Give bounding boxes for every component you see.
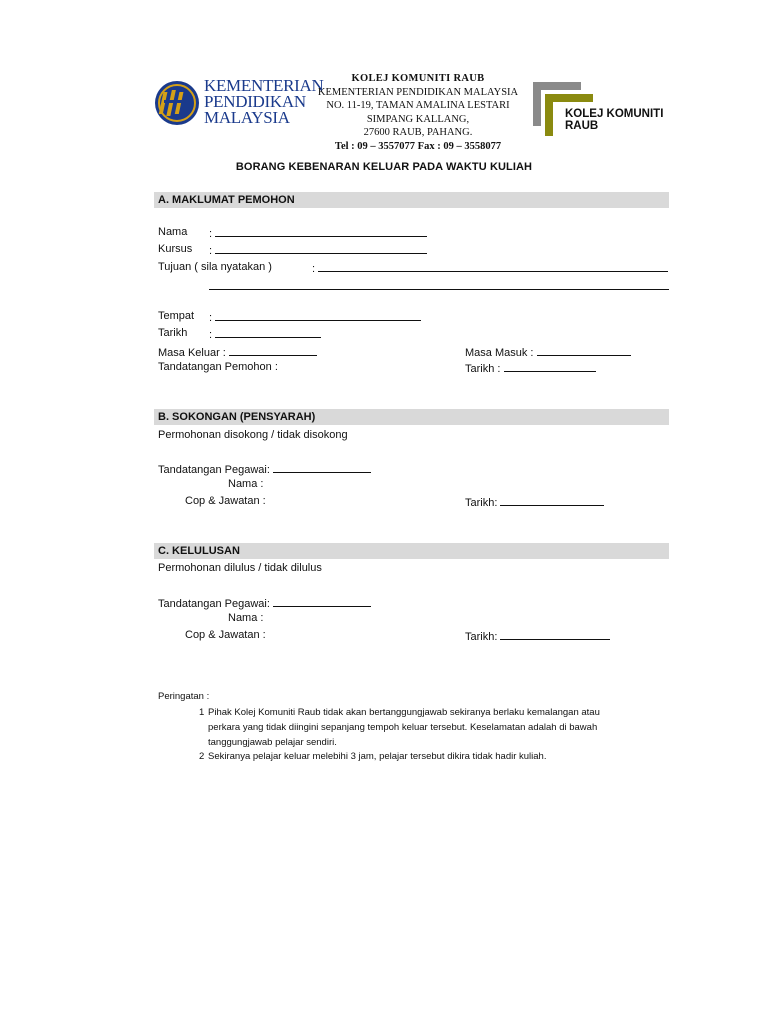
tandatangan-pemohon-label: Tandatangan Pemohon :	[158, 361, 278, 373]
ministry-logo	[154, 76, 324, 130]
sokongan-status: Permohonan disokong / tidak disokong	[158, 429, 348, 441]
nama-pegawai-b-label: Nama :	[228, 478, 264, 490]
note-line: Sekiranya pelajar keluar melebihi 3 jam, pelajar tersebut dikira tidak hadir kuliah.	[208, 751, 547, 762]
address-line: KEMENTERIAN PENDIDIKAN MALAYSIA	[317, 86, 519, 98]
form-title: BORANG KEBENARAN KELUAR PADA WAKTU KULIAH	[235, 161, 533, 173]
tarikh-c-field[interactable]: Tarikh:	[465, 629, 610, 643]
nama-pegawai-c-label: Nama :	[228, 612, 264, 624]
college-logo-text: KOLEJ KOMUNITI RAUB	[565, 108, 664, 132]
address-line: 27600 RAUB, PAHANG.	[363, 127, 473, 139]
tujuan-field-line-2[interactable]	[209, 279, 669, 293]
nama-field[interactable]: :	[209, 226, 427, 240]
kelulusan-status: Permohonan dilulus / tidak dilulus	[158, 562, 322, 574]
note-number: 2	[199, 751, 205, 762]
tujuan-label: Tujuan ( sila nyatakan )	[158, 261, 272, 273]
address-line: SIMPANG KALLANG,	[366, 113, 470, 125]
tarikh-field[interactable]: :	[209, 327, 321, 341]
note-number: 1	[199, 707, 205, 718]
tujuan-field[interactable]: :	[312, 261, 668, 275]
section-c-heading: C. KELULUSAN	[154, 543, 669, 559]
kursus-field[interactable]: :	[209, 243, 427, 257]
notes-heading: Peringatan :	[158, 691, 210, 702]
note-line: tanggungjawab pelajar sendiri.	[208, 737, 337, 748]
tarikh-pemohon-field[interactable]: Tarikh :	[465, 361, 596, 375]
section-b-heading: B. SOKONGAN (PENSYARAH)	[154, 409, 669, 425]
tempat-label: Tempat	[158, 310, 195, 322]
ministry-emblem-icon	[154, 80, 200, 126]
college-address-block	[306, 72, 530, 154]
masa-masuk-field[interactable]: Masa Masuk :	[465, 345, 631, 359]
college-logo	[533, 80, 673, 138]
nama-label: Nama	[158, 226, 188, 238]
tempat-field[interactable]: :	[209, 310, 421, 324]
contact-line: Tel : 09 – 3557077 Fax : 09 – 3558077	[334, 140, 502, 152]
cop-jawatan-b-label: Cop & Jawatan :	[185, 495, 266, 507]
address-line: NO. 11-19, TAMAN AMALINA LESTARI	[326, 100, 510, 112]
tandatangan-pegawai-c-field[interactable]: Tandatangan Pegawai:	[158, 596, 371, 610]
cop-jawatan-c-label: Cop & Jawatan :	[185, 629, 266, 641]
note-line: perkara yang tidak diingini sepanjang tempoh keluar tersebut. Keselamatan adalah di bawah	[208, 722, 598, 733]
tandatangan-pegawai-b-field[interactable]: Tandatangan Pegawai:	[158, 462, 371, 476]
college-name: KOLEJ KOMUNITI RAUB	[351, 73, 485, 84]
masa-keluar-field[interactable]: Masa Keluar :	[158, 345, 317, 359]
ministry-logo-text: KEMENTERIAN PENDIDIKAN MALAYSIA	[204, 76, 324, 127]
section-a-heading: A. MAKLUMAT PEMOHON	[154, 192, 669, 208]
tarikh-b-field[interactable]: Tarikh:	[465, 495, 604, 509]
kursus-label: Kursus	[158, 243, 193, 255]
tarikh-label: Tarikh	[158, 327, 188, 339]
note-line: Pihak Kolej Komuniti Raub tidak akan bertanggungjawab sekiranya berlaku kemalangan atau	[208, 707, 600, 718]
